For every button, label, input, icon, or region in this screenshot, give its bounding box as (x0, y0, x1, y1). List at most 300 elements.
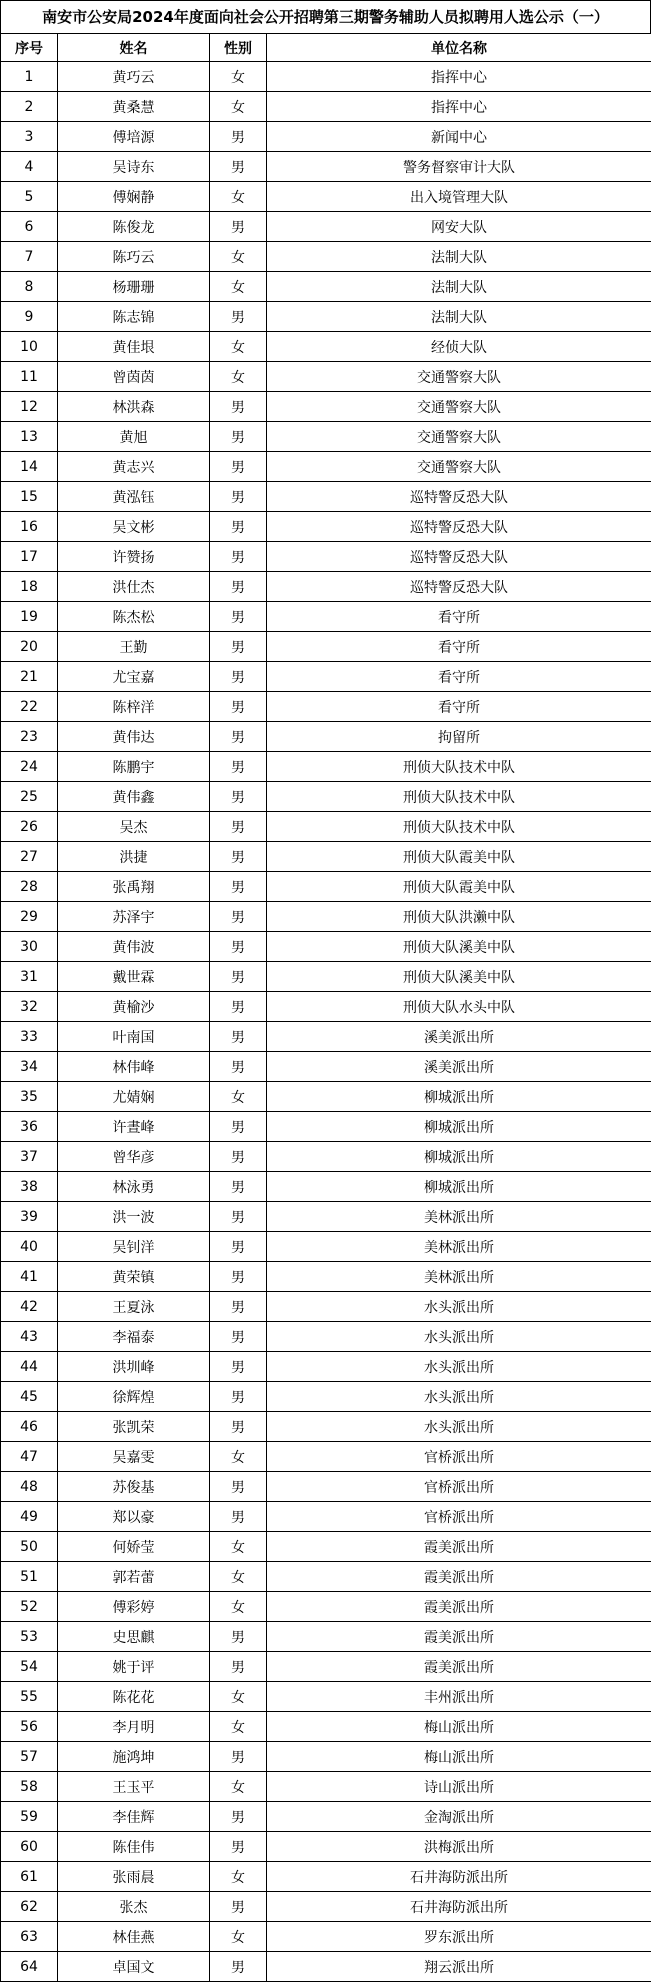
cell-gender: 女 (210, 182, 267, 212)
cell-unit: 美林派出所 (267, 1202, 651, 1232)
cell-gender: 男 (210, 212, 267, 242)
cell-no: 26 (1, 812, 58, 842)
table-row (1, 1832, 651, 1862)
cell-gender: 女 (210, 1442, 267, 1472)
cell-no: 12 (1, 392, 58, 422)
table-row (1, 272, 651, 302)
page-title: 南安市公安局2024年度面向社会公开招聘第三期警务辅助人员拟聘用人选公示（一） (0, 0, 651, 33)
cell-no: 59 (1, 1802, 58, 1832)
cell-name: 郑以豪 (58, 1502, 210, 1532)
cell-unit: 指挥中心 (267, 92, 651, 122)
cell-name: 张雨晨 (58, 1862, 210, 1892)
cell-no: 11 (1, 362, 58, 392)
cell-name: 卓国文 (58, 1952, 210, 1982)
cell-gender: 男 (210, 1622, 267, 1652)
cell-no: 3 (1, 122, 58, 152)
table-row (1, 1622, 651, 1652)
cell-gender: 女 (210, 1772, 267, 1802)
cell-no: 50 (1, 1532, 58, 1562)
cell-no: 19 (1, 602, 58, 632)
cell-no: 43 (1, 1322, 58, 1352)
cell-unit: 刑侦大队霞美中队 (267, 842, 651, 872)
cell-no: 1 (1, 62, 58, 92)
cell-no: 51 (1, 1562, 58, 1592)
table-row (1, 1772, 651, 1802)
table-row (1, 1052, 651, 1082)
table-row (1, 1742, 651, 1772)
cell-name: 傅娴静 (58, 182, 210, 212)
cell-unit: 经侦大队 (267, 332, 651, 362)
cell-no: 53 (1, 1622, 58, 1652)
cell-unit: 看守所 (267, 662, 651, 692)
cell-unit: 刑侦大队技术中队 (267, 812, 651, 842)
cell-unit: 巡特警反恐大队 (267, 512, 651, 542)
cell-name: 曾茵茵 (58, 362, 210, 392)
cell-gender: 男 (210, 1262, 267, 1292)
cell-unit: 法制大队 (267, 242, 651, 272)
table-row (1, 1352, 651, 1382)
cell-name: 陈佳伟 (58, 1832, 210, 1862)
cell-name: 黄巧云 (58, 62, 210, 92)
cell-no: 17 (1, 542, 58, 572)
cell-gender: 男 (210, 1742, 267, 1772)
cell-gender: 男 (210, 152, 267, 182)
cell-name: 陈鹏宇 (58, 752, 210, 782)
cell-gender: 男 (210, 1232, 267, 1262)
cell-unit: 官桥派出所 (267, 1472, 651, 1502)
cell-gender: 男 (210, 572, 267, 602)
cell-no: 36 (1, 1112, 58, 1142)
cell-no: 64 (1, 1952, 58, 1982)
cell-gender: 女 (210, 362, 267, 392)
cell-unit: 交通警察大队 (267, 362, 651, 392)
cell-name: 林佳燕 (58, 1922, 210, 1952)
table-row (1, 1292, 651, 1322)
cell-gender: 男 (210, 1412, 267, 1442)
table-row (1, 542, 651, 572)
cell-gender: 女 (210, 1532, 267, 1562)
cell-gender: 男 (210, 1472, 267, 1502)
cell-gender: 男 (210, 1802, 267, 1832)
table-row (1, 482, 651, 512)
cell-gender: 男 (210, 512, 267, 542)
cell-name: 陈花花 (58, 1682, 210, 1712)
cell-unit: 刑侦大队溪美中队 (267, 962, 651, 992)
cell-no: 42 (1, 1292, 58, 1322)
cell-name: 史思麒 (58, 1622, 210, 1652)
cell-unit: 霞美派出所 (267, 1652, 651, 1682)
cell-name: 徐辉煌 (58, 1382, 210, 1412)
cell-unit: 刑侦大队技术中队 (267, 782, 651, 812)
table-row (1, 1892, 651, 1922)
cell-unit: 美林派出所 (267, 1262, 651, 1292)
cell-name: 许赞扬 (58, 542, 210, 572)
table-row (1, 1712, 651, 1742)
cell-unit: 法制大队 (267, 302, 651, 332)
cell-gender: 男 (210, 1142, 267, 1172)
cell-unit: 水头派出所 (267, 1322, 651, 1352)
table-row (1, 392, 651, 422)
cell-no: 25 (1, 782, 58, 812)
cell-name: 尤宝嘉 (58, 662, 210, 692)
cell-unit: 罗东派出所 (267, 1922, 651, 1952)
table-row (1, 572, 651, 602)
cell-name: 叶南国 (58, 1022, 210, 1052)
cell-gender: 男 (210, 1322, 267, 1352)
cell-no: 38 (1, 1172, 58, 1202)
cell-unit: 诗山派出所 (267, 1772, 651, 1802)
cell-gender: 男 (210, 482, 267, 512)
cell-gender: 女 (210, 62, 267, 92)
cell-gender: 男 (210, 842, 267, 872)
header-unit: 单位名称 (267, 34, 651, 62)
cell-gender: 男 (210, 782, 267, 812)
cell-unit: 丰州派出所 (267, 1682, 651, 1712)
cell-name: 张凯荣 (58, 1412, 210, 1442)
cell-no: 41 (1, 1262, 58, 1292)
table-row (1, 692, 651, 722)
cell-no: 21 (1, 662, 58, 692)
table-row (1, 332, 651, 362)
header-name: 姓名 (58, 34, 210, 62)
cell-gender: 男 (210, 812, 267, 842)
cell-gender: 男 (210, 932, 267, 962)
cell-gender: 男 (210, 1022, 267, 1052)
cell-no: 27 (1, 842, 58, 872)
cell-unit: 洪梅派出所 (267, 1832, 651, 1862)
cell-unit: 交通警察大队 (267, 452, 651, 482)
cell-unit: 刑侦大队水头中队 (267, 992, 651, 1022)
cell-unit: 网安大队 (267, 212, 651, 242)
cell-no: 33 (1, 1022, 58, 1052)
cell-unit: 水头派出所 (267, 1412, 651, 1442)
cell-gender: 男 (210, 632, 267, 662)
cell-no: 56 (1, 1712, 58, 1742)
cell-gender: 男 (210, 1502, 267, 1532)
header-row (1, 34, 651, 62)
cell-name: 林泳勇 (58, 1172, 210, 1202)
cell-name: 戴世霖 (58, 962, 210, 992)
cell-unit: 看守所 (267, 602, 651, 632)
header-no: 序号 (1, 34, 58, 62)
cell-gender: 男 (210, 1202, 267, 1232)
cell-gender: 男 (210, 1952, 267, 1982)
cell-unit: 巡特警反恐大队 (267, 482, 651, 512)
cell-no: 54 (1, 1652, 58, 1682)
table-row (1, 752, 651, 782)
cell-unit: 霞美派出所 (267, 1562, 651, 1592)
table-row (1, 1472, 651, 1502)
table-row (1, 152, 651, 182)
cell-name: 林洪森 (58, 392, 210, 422)
cell-gender: 男 (210, 1382, 267, 1412)
table-row (1, 842, 651, 872)
cell-name: 杨珊珊 (58, 272, 210, 302)
cell-gender: 男 (210, 752, 267, 782)
cell-gender: 女 (210, 1862, 267, 1892)
cell-name: 何娇莹 (58, 1532, 210, 1562)
cell-name: 黄佳垠 (58, 332, 210, 362)
table-row (1, 452, 651, 482)
cell-unit: 霞美派出所 (267, 1532, 651, 1562)
cell-name: 吴钊洋 (58, 1232, 210, 1262)
cell-name: 王夏泳 (58, 1292, 210, 1322)
table-row (1, 1862, 651, 1892)
cell-gender: 男 (210, 302, 267, 332)
cell-gender: 男 (210, 1352, 267, 1382)
table-header (1, 34, 651, 62)
cell-name: 尤婧娴 (58, 1082, 210, 1112)
table-row (1, 1412, 651, 1442)
cell-name: 洪捷 (58, 842, 210, 872)
table-row (1, 1802, 651, 1832)
cell-no: 7 (1, 242, 58, 272)
cell-unit: 看守所 (267, 632, 651, 662)
cell-no: 13 (1, 422, 58, 452)
cell-unit: 翔云派出所 (267, 1952, 651, 1982)
cell-unit: 巡特警反恐大队 (267, 542, 651, 572)
cell-no: 39 (1, 1202, 58, 1232)
cell-unit: 柳城派出所 (267, 1112, 651, 1142)
cell-unit: 溪美派出所 (267, 1022, 651, 1052)
cell-gender: 男 (210, 722, 267, 752)
cell-no: 52 (1, 1592, 58, 1622)
table-row (1, 992, 651, 1022)
table-row (1, 1502, 651, 1532)
cell-name: 陈梓洋 (58, 692, 210, 722)
table-row (1, 1142, 651, 1172)
table-row (1, 1082, 651, 1112)
table-row (1, 1952, 651, 1982)
cell-name: 洪仕杰 (58, 572, 210, 602)
cell-unit: 霞美派出所 (267, 1592, 651, 1622)
cell-gender: 男 (210, 452, 267, 482)
table-row (1, 1232, 651, 1262)
table-row (1, 1592, 651, 1622)
cell-no: 44 (1, 1352, 58, 1382)
cell-unit: 巡特警反恐大队 (267, 572, 651, 602)
cell-no: 46 (1, 1412, 58, 1442)
cell-name: 吴文彬 (58, 512, 210, 542)
cell-name: 姚于评 (58, 1652, 210, 1682)
cell-no: 55 (1, 1682, 58, 1712)
table-row (1, 1022, 651, 1052)
cell-unit: 交通警察大队 (267, 392, 651, 422)
table-row (1, 1202, 651, 1232)
cell-gender: 男 (210, 902, 267, 932)
table-row (1, 1262, 651, 1292)
cell-no: 20 (1, 632, 58, 662)
cell-name: 黄伟鑫 (58, 782, 210, 812)
cell-name: 傅培源 (58, 122, 210, 152)
cell-unit: 柳城派出所 (267, 1172, 651, 1202)
table-row (1, 602, 651, 632)
cell-name: 黄榆沙 (58, 992, 210, 1022)
cell-gender: 女 (210, 1682, 267, 1712)
cell-name: 陈杰松 (58, 602, 210, 632)
cell-name: 傅彩婷 (58, 1592, 210, 1622)
cell-no: 48 (1, 1472, 58, 1502)
cell-no: 24 (1, 752, 58, 782)
cell-name: 李佳辉 (58, 1802, 210, 1832)
cell-name: 李月明 (58, 1712, 210, 1742)
cell-no: 37 (1, 1142, 58, 1172)
cell-gender: 女 (210, 272, 267, 302)
cell-no: 8 (1, 272, 58, 302)
cell-gender: 男 (210, 392, 267, 422)
cell-no: 61 (1, 1862, 58, 1892)
table-body (1, 62, 651, 1982)
table-row (1, 302, 651, 332)
cell-name: 许晝峰 (58, 1112, 210, 1142)
cell-unit: 法制大队 (267, 272, 651, 302)
table-row (1, 1172, 651, 1202)
table-row (1, 1922, 651, 1952)
cell-unit: 金淘派出所 (267, 1802, 651, 1832)
cell-name: 曾华彦 (58, 1142, 210, 1172)
cell-name: 王玉平 (58, 1772, 210, 1802)
cell-no: 14 (1, 452, 58, 482)
cell-gender: 男 (210, 992, 267, 1022)
table-row (1, 632, 651, 662)
cell-name: 黄荣镇 (58, 1262, 210, 1292)
cell-no: 45 (1, 1382, 58, 1412)
cell-gender: 男 (210, 662, 267, 692)
table-row (1, 1532, 651, 1562)
table-row (1, 722, 651, 752)
cell-name: 吴嘉雯 (58, 1442, 210, 1472)
cell-no: 47 (1, 1442, 58, 1472)
cell-no: 60 (1, 1832, 58, 1862)
table-row (1, 1322, 651, 1352)
cell-name: 黄泓钰 (58, 482, 210, 512)
cell-no: 16 (1, 512, 58, 542)
cell-no: 10 (1, 332, 58, 362)
table-row (1, 212, 651, 242)
cell-name: 黄桑慧 (58, 92, 210, 122)
cell-unit: 梅山派出所 (267, 1742, 651, 1772)
cell-unit: 柳城派出所 (267, 1082, 651, 1112)
cell-unit: 出入境管理大队 (267, 182, 651, 212)
cell-gender: 男 (210, 872, 267, 902)
cell-name: 黄伟达 (58, 722, 210, 752)
table-row (1, 182, 651, 212)
table-row (1, 62, 651, 92)
cell-no: 30 (1, 932, 58, 962)
cell-unit: 官桥派出所 (267, 1502, 651, 1532)
cell-unit: 交通警察大队 (267, 422, 651, 452)
table-row (1, 92, 651, 122)
cell-no: 32 (1, 992, 58, 1022)
cell-name: 洪圳峰 (58, 1352, 210, 1382)
cell-no: 9 (1, 302, 58, 332)
cell-gender: 女 (210, 1592, 267, 1622)
cell-name: 李福泰 (58, 1322, 210, 1352)
table-row (1, 362, 651, 392)
cell-name: 洪一波 (58, 1202, 210, 1232)
cell-name: 王勤 (58, 632, 210, 662)
cell-no: 2 (1, 92, 58, 122)
cell-unit: 刑侦大队霞美中队 (267, 872, 651, 902)
cell-no: 57 (1, 1742, 58, 1772)
table-row (1, 1562, 651, 1592)
cell-no: 28 (1, 872, 58, 902)
table-row (1, 422, 651, 452)
cell-unit: 石井海防派出所 (267, 1892, 651, 1922)
cell-unit: 溪美派出所 (267, 1052, 651, 1082)
cell-no: 49 (1, 1502, 58, 1532)
cell-no: 34 (1, 1052, 58, 1082)
cell-name: 陈志锦 (58, 302, 210, 332)
cell-gender: 女 (210, 1562, 267, 1592)
cell-unit: 水头派出所 (267, 1352, 651, 1382)
cell-unit: 梅山派出所 (267, 1712, 651, 1742)
cell-name: 苏泽宇 (58, 902, 210, 932)
cell-name: 黄志兴 (58, 452, 210, 482)
header-gender: 性别 (210, 34, 267, 62)
cell-name: 苏俊基 (58, 1472, 210, 1502)
cell-unit: 官桥派出所 (267, 1442, 651, 1472)
cell-name: 林伟峰 (58, 1052, 210, 1082)
cell-unit: 水头派出所 (267, 1382, 651, 1412)
cell-gender: 女 (210, 242, 267, 272)
cell-no: 58 (1, 1772, 58, 1802)
cell-name: 吴诗东 (58, 152, 210, 182)
table-row (1, 1382, 651, 1412)
cell-name: 黄旭 (58, 422, 210, 452)
cell-name: 张杰 (58, 1892, 210, 1922)
cell-gender: 女 (210, 1712, 267, 1742)
cell-name: 郭若蕾 (58, 1562, 210, 1592)
cell-no: 31 (1, 962, 58, 992)
cell-gender: 男 (210, 1052, 267, 1082)
cell-gender: 女 (210, 1082, 267, 1112)
cell-no: 40 (1, 1232, 58, 1262)
cell-gender: 男 (210, 1292, 267, 1322)
cell-no: 4 (1, 152, 58, 182)
table-row (1, 872, 651, 902)
cell-gender: 男 (210, 962, 267, 992)
table-row (1, 1112, 651, 1142)
cell-unit: 柳城派出所 (267, 1142, 651, 1172)
cell-no: 62 (1, 1892, 58, 1922)
cell-unit: 新闻中心 (267, 122, 651, 152)
cell-gender: 男 (210, 602, 267, 632)
cell-unit: 美林派出所 (267, 1232, 651, 1262)
table-row (1, 782, 651, 812)
cell-name: 施鸿坤 (58, 1742, 210, 1772)
cell-unit: 刑侦大队洪濑中队 (267, 902, 651, 932)
table-row (1, 242, 651, 272)
cell-unit: 石井海防派出所 (267, 1862, 651, 1892)
cell-gender: 女 (210, 332, 267, 362)
cell-gender: 男 (210, 1892, 267, 1922)
cell-name: 吴杰 (58, 812, 210, 842)
cell-no: 6 (1, 212, 58, 242)
table-row (1, 902, 651, 932)
cell-unit: 霞美派出所 (267, 1622, 651, 1652)
cell-no: 18 (1, 572, 58, 602)
cell-name: 陈俊龙 (58, 212, 210, 242)
cell-name: 陈巧云 (58, 242, 210, 272)
cell-gender: 男 (210, 1112, 267, 1142)
cell-gender: 男 (210, 542, 267, 572)
cell-no: 22 (1, 692, 58, 722)
cell-name: 张禹翔 (58, 872, 210, 902)
cell-unit: 刑侦大队溪美中队 (267, 932, 651, 962)
table-row (1, 122, 651, 152)
table-row (1, 932, 651, 962)
